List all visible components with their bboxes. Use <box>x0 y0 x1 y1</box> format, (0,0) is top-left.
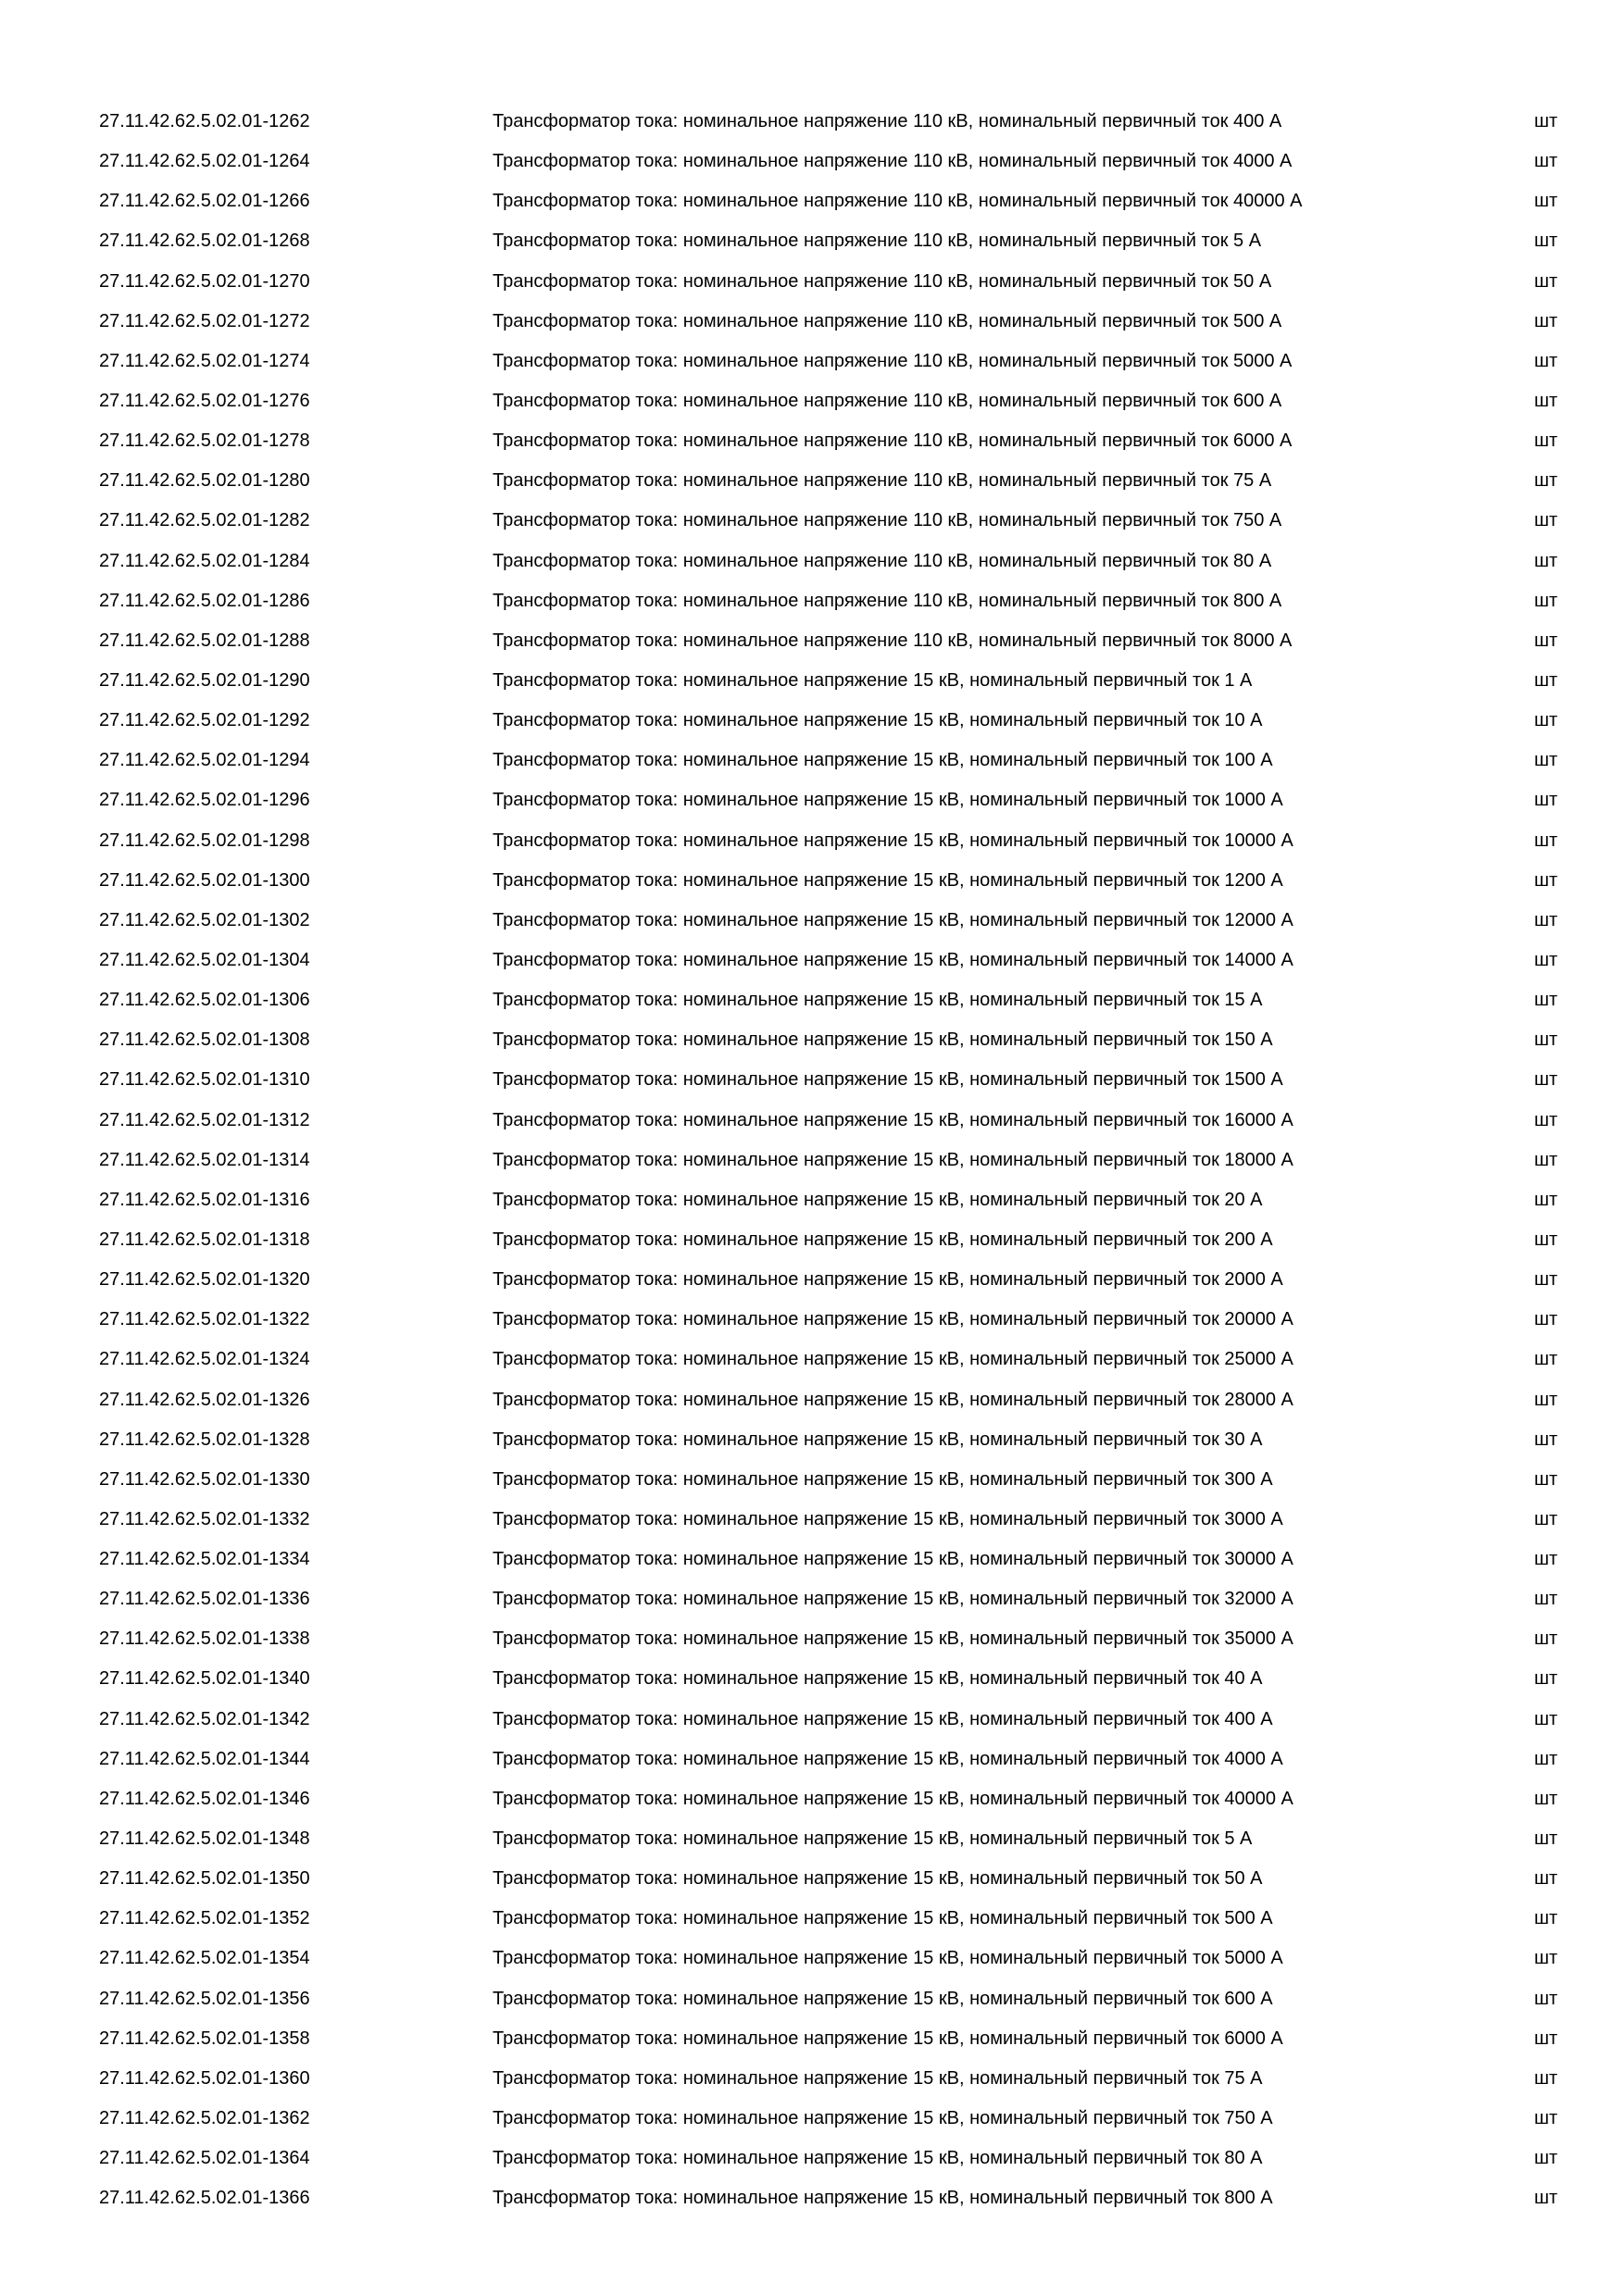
table-row <box>0 2019 1624 2059</box>
table-row <box>0 1859 1624 1899</box>
item-unit: шт <box>1534 909 1558 930</box>
item-description: Трансформатор тока: номинальное напряжение 15 кВ, номинальный первичный ток 6000 А <box>493 2028 1283 2049</box>
item-code: 27.11.42.62.5.02.01-1268 <box>99 231 310 252</box>
item-code: 27.11.42.62.5.02.01-1338 <box>99 1628 310 1650</box>
item-code: 27.11.42.62.5.02.01-1326 <box>99 1389 310 1410</box>
item-description: Трансформатор тока: номинальное напряжение 15 кВ, номинальный первичный ток 50 А <box>493 1868 1263 1890</box>
item-code: 27.11.42.62.5.02.01-1316 <box>99 1189 310 1210</box>
item-code: 27.11.42.62.5.02.01-1276 <box>99 390 310 411</box>
item-unit: шт <box>1534 1229 1558 1250</box>
item-unit: шт <box>1534 1389 1558 1410</box>
item-description: Трансформатор тока: номинальное напряжение 15 кВ, номинальный первичный ток 2000 А <box>493 1269 1283 1291</box>
table-row <box>0 980 1624 1020</box>
item-unit: шт <box>1534 151 1558 172</box>
table-row <box>0 2059 1624 2099</box>
item-description: Трансформатор тока: номинальное напряжение 110 кВ, номинальный первичный ток 50 А <box>493 270 1272 292</box>
item-description: Трансформатор тока: номинальное напряжение 110 кВ, номинальный первичный ток 5000 А <box>493 350 1293 371</box>
item-unit: шт <box>1534 1269 1558 1291</box>
item-description: Трансформатор тока: номинальное напряжение 15 кВ, номинальный первичный ток 3000 А <box>493 1508 1283 1529</box>
table-row <box>0 1340 1624 1379</box>
table-row <box>0 941 1624 980</box>
item-code: 27.11.42.62.5.02.01-1344 <box>99 1748 310 1769</box>
item-description: Трансформатор тока: номинальное напряжение 15 кВ, номинальный первичный ток 1000 А <box>493 790 1283 811</box>
item-unit: шт <box>1534 1828 1558 1850</box>
item-description: Трансформатор тока: номинальное напряжение 110 кВ, номинальный первичный ток 750 А <box>493 510 1282 531</box>
item-code: 27.11.42.62.5.02.01-1354 <box>99 1948 310 1969</box>
item-unit: шт <box>1534 1549 1558 1570</box>
item-unit: шт <box>1534 1589 1558 1610</box>
item-code: 27.11.42.62.5.02.01-1310 <box>99 1069 310 1091</box>
item-unit: шт <box>1534 350 1558 371</box>
item-description: Трансформатор тока: номинальное напряжение 15 кВ, номинальный первичный ток 30 А <box>493 1429 1263 1450</box>
item-description: Трансформатор тока: номинальное напряжение 15 кВ, номинальный первичный ток 32000 А <box>493 1589 1293 1610</box>
item-code: 27.11.42.62.5.02.01-1284 <box>99 550 310 571</box>
item-description: Трансформатор тока: номинальное напряжение 15 кВ, номинальный первичный ток 5000 А <box>493 1948 1283 1969</box>
table-row <box>0 1141 1624 1180</box>
item-unit: шт <box>1534 1069 1558 1091</box>
item-code: 27.11.42.62.5.02.01-1300 <box>99 869 310 891</box>
item-unit: шт <box>1534 1948 1558 1969</box>
item-unit: шт <box>1534 1628 1558 1650</box>
item-unit: шт <box>1534 1109 1558 1130</box>
item-description: Трансформатор тока: номинальное напряжение 15 кВ, номинальный первичный ток 40 А <box>493 1668 1263 1690</box>
item-unit: шт <box>1534 470 1558 492</box>
item-unit: шт <box>1534 990 1558 1011</box>
item-code: 27.11.42.62.5.02.01-1336 <box>99 1589 310 1610</box>
item-code: 27.11.42.62.5.02.01-1334 <box>99 1549 310 1570</box>
table-row <box>0 1740 1624 1779</box>
table-row <box>0 1700 1624 1740</box>
item-unit: шт <box>1534 1908 1558 1929</box>
item-code: 27.11.42.62.5.02.01-1272 <box>99 310 310 331</box>
table-row <box>0 381 1624 421</box>
item-description: Трансформатор тока: номинальное напряжение 15 кВ, номинальный первичный ток 30000 А <box>493 1549 1293 1570</box>
item-code: 27.11.42.62.5.02.01-1290 <box>99 669 310 691</box>
item-code: 27.11.42.62.5.02.01-1324 <box>99 1349 310 1370</box>
item-description: Трансформатор тока: номинальное напряжение 110 кВ, номинальный первичный ток 5 А <box>493 231 1262 252</box>
item-unit: шт <box>1534 191 1558 212</box>
table-row <box>0 142 1624 181</box>
item-code: 27.11.42.62.5.02.01-1358 <box>99 2028 310 2049</box>
table-row <box>0 461 1624 501</box>
item-description: Трансформатор тока: номинальное напряжение 110 кВ, номинальный первичный ток 6000 А <box>493 430 1293 452</box>
item-unit: шт <box>1534 1189 1558 1210</box>
item-unit: шт <box>1534 2108 1558 2129</box>
item-unit: шт <box>1534 750 1558 771</box>
item-description: Трансформатор тока: номинальное напряжение 15 кВ, номинальный первичный ток 18000 А <box>493 1149 1293 1170</box>
item-code: 27.11.42.62.5.02.01-1280 <box>99 470 310 492</box>
item-description: Трансформатор тока: номинальное напряжение 110 кВ, номинальный первичный ток 40000 А <box>493 191 1303 212</box>
table-row <box>0 1220 1624 1260</box>
item-description: Трансформатор тока: номинальное напряжение 15 кВ, номинальный первичный ток 200 А <box>493 1229 1273 1250</box>
table-row <box>0 861 1624 901</box>
item-unit: шт <box>1534 390 1558 411</box>
table-row <box>0 501 1624 541</box>
item-description: Трансформатор тока: номинальное напряжение 110 кВ, номинальный первичный ток 800 А <box>493 590 1282 611</box>
item-code: 27.11.42.62.5.02.01-1366 <box>99 2188 310 2209</box>
table-row <box>0 1180 1624 1220</box>
price-list-table <box>0 102 1624 2218</box>
item-unit: шт <box>1534 550 1558 571</box>
item-description: Трансформатор тока: номинальное напряжение 15 кВ, номинальный первичный ток 1500 А <box>493 1069 1283 1091</box>
item-code: 27.11.42.62.5.02.01-1350 <box>99 1868 310 1890</box>
item-description: Трансформатор тока: номинальное напряжение 15 кВ, номинальный первичный ток 16000 А <box>493 1109 1293 1130</box>
item-code: 27.11.42.62.5.02.01-1286 <box>99 590 310 611</box>
table-row <box>0 2178 1624 2218</box>
item-unit: шт <box>1534 111 1558 131</box>
item-code: 27.11.42.62.5.02.01-1364 <box>99 2148 310 2169</box>
item-unit: шт <box>1534 949 1558 970</box>
table-row <box>0 901 1624 941</box>
item-description: Трансформатор тока: номинальное напряжение 110 кВ, номинальный первичный ток 8000 А <box>493 630 1293 651</box>
table-row <box>0 1020 1624 1060</box>
table-row <box>0 701 1624 741</box>
item-unit: шт <box>1534 1429 1558 1450</box>
table-row <box>0 2139 1624 2178</box>
item-unit: шт <box>1534 430 1558 452</box>
item-description: Трансформатор тока: номинальное напряжение 15 кВ, номинальный первичный ток 750 А <box>493 2108 1273 2129</box>
table-row <box>0 1540 1624 1579</box>
item-description: Трансформатор тока: номинальное напряжение 15 кВ, номинальный первичный ток 28000 А <box>493 1389 1293 1410</box>
item-code: 27.11.42.62.5.02.01-1330 <box>99 1468 310 1490</box>
table-row <box>0 821 1624 861</box>
item-code: 27.11.42.62.5.02.01-1266 <box>99 191 310 212</box>
table-row <box>0 1500 1624 1540</box>
item-code: 27.11.42.62.5.02.01-1360 <box>99 2067 310 2089</box>
item-unit: шт <box>1534 1668 1558 1690</box>
item-description: Трансформатор тока: номинальное напряжение 15 кВ, номинальный первичный ток 100 А <box>493 750 1273 771</box>
item-code: 27.11.42.62.5.02.01-1294 <box>99 750 310 771</box>
item-description: Трансформатор тока: номинальное напряжение 15 кВ, номинальный первичный ток 20000 А <box>493 1309 1293 1330</box>
item-description: Трансформатор тока: номинальное напряжение 15 кВ, номинальный первичный ток 1200 А <box>493 869 1283 891</box>
item-code: 27.11.42.62.5.02.01-1340 <box>99 1668 310 1690</box>
item-code: 27.11.42.62.5.02.01-1314 <box>99 1149 310 1170</box>
table-row <box>0 1060 1624 1100</box>
item-unit: шт <box>1534 2028 1558 2049</box>
item-description: Трансформатор тока: номинальное напряжение 15 кВ, номинальный первичный ток 15 А <box>493 990 1263 1011</box>
item-code: 27.11.42.62.5.02.01-1312 <box>99 1109 310 1130</box>
table-row <box>0 1300 1624 1340</box>
item-description: Трансформатор тока: номинальное напряжение 15 кВ, номинальный первичный ток 75 А <box>493 2067 1263 2089</box>
table-row <box>0 621 1624 661</box>
table-row <box>0 1260 1624 1300</box>
table-row <box>0 1819 1624 1859</box>
item-description: Трансформатор тока: номинальное напряжение 110 кВ, номинальный первичный ток 400 А <box>493 111 1282 131</box>
item-code: 27.11.42.62.5.02.01-1306 <box>99 990 310 1011</box>
item-unit: шт <box>1534 510 1558 531</box>
item-code: 27.11.42.62.5.02.01-1346 <box>99 1788 310 1809</box>
item-unit: шт <box>1534 1708 1558 1729</box>
table-row <box>0 181 1624 221</box>
item-description: Трансформатор тока: номинальное напряжение 110 кВ, номинальный первичный ток 600 А <box>493 390 1282 411</box>
item-unit: шт <box>1534 1748 1558 1769</box>
item-unit: шт <box>1534 1349 1558 1370</box>
item-code: 27.11.42.62.5.02.01-1320 <box>99 1269 310 1291</box>
item-description: Трансформатор тока: номинальное напряжение 15 кВ, номинальный первичный ток 14000 А <box>493 949 1293 970</box>
table-row <box>0 1101 1624 1141</box>
item-description: Трансформатор тока: номинальное напряжение 15 кВ, номинальный первичный ток 80 А <box>493 2148 1263 2169</box>
table-row <box>0 2099 1624 2139</box>
item-description: Трансформатор тока: номинальное напряжение 15 кВ, номинальный первичный ток 35000 А <box>493 1628 1293 1650</box>
table-row <box>0 741 1624 780</box>
item-unit: шт <box>1534 590 1558 611</box>
item-code: 27.11.42.62.5.02.01-1274 <box>99 350 310 371</box>
item-description: Трансформатор тока: номинальное напряжение 15 кВ, номинальный первичный ток 5 А <box>493 1828 1253 1850</box>
item-code: 27.11.42.62.5.02.01-1298 <box>99 830 310 851</box>
table-row <box>0 1659 1624 1699</box>
item-unit: шт <box>1534 869 1558 891</box>
item-code: 27.11.42.62.5.02.01-1270 <box>99 270 310 292</box>
table-row <box>0 1939 1624 1978</box>
item-description: Трансформатор тока: номинальное напряжение 110 кВ, номинальный первичный ток 4000 А <box>493 151 1293 172</box>
item-description: Трансформатор тока: номинальное напряжение 15 кВ, номинальный первичный ток 4000 А <box>493 1748 1283 1769</box>
item-unit: шт <box>1534 2188 1558 2209</box>
item-code: 27.11.42.62.5.02.01-1288 <box>99 630 310 651</box>
item-unit: шт <box>1534 1508 1558 1529</box>
item-unit: шт <box>1534 310 1558 331</box>
item-unit: шт <box>1534 1988 1558 2009</box>
table-row <box>0 1979 1624 2019</box>
table-row <box>0 102 1624 142</box>
table-row <box>0 221 1624 261</box>
item-code: 27.11.42.62.5.02.01-1282 <box>99 510 310 531</box>
item-unit: шт <box>1534 790 1558 811</box>
item-code: 27.11.42.62.5.02.01-1322 <box>99 1309 310 1330</box>
item-description: Трансформатор тока: номинальное напряжение 15 кВ, номинальный первичный ток 600 А <box>493 1988 1273 2009</box>
item-description: Трансформатор тока: номинальное напряжение 15 кВ, номинальный первичный ток 40000 А <box>493 1788 1293 1809</box>
item-code: 27.11.42.62.5.02.01-1352 <box>99 1908 310 1929</box>
item-description: Трансформатор тока: номинальное напряжение 15 кВ, номинальный первичный ток 800 А <box>493 2188 1273 2209</box>
item-unit: шт <box>1534 2067 1558 2089</box>
item-code: 27.11.42.62.5.02.01-1292 <box>99 710 310 731</box>
item-description: Трансформатор тока: номинальное напряжение 15 кВ, номинальный первичный ток 25000 А <box>493 1349 1293 1370</box>
item-code: 27.11.42.62.5.02.01-1362 <box>99 2108 310 2129</box>
item-unit: шт <box>1534 830 1558 851</box>
item-code: 27.11.42.62.5.02.01-1342 <box>99 1708 310 1729</box>
item-unit: шт <box>1534 270 1558 292</box>
table-row <box>0 1579 1624 1619</box>
item-description: Трансформатор тока: номинальное напряжение 15 кВ, номинальный первичный ток 400 А <box>493 1708 1273 1729</box>
table-row <box>0 1899 1624 1939</box>
item-unit: шт <box>1534 1149 1558 1170</box>
item-unit: шт <box>1534 231 1558 252</box>
item-description: Трансформатор тока: номинальное напряжение 15 кВ, номинальный первичный ток 150 А <box>493 1029 1273 1051</box>
item-code: 27.11.42.62.5.02.01-1356 <box>99 1988 310 2009</box>
item-code: 27.11.42.62.5.02.01-1264 <box>99 151 310 172</box>
item-code: 27.11.42.62.5.02.01-1262 <box>99 111 310 131</box>
item-description: Трансформатор тока: номинальное напряжение 15 кВ, номинальный первичный ток 12000 А <box>493 909 1293 930</box>
item-code: 27.11.42.62.5.02.01-1328 <box>99 1429 310 1450</box>
item-description: Трансформатор тока: номинальное напряжение 110 кВ, номинальный первичный ток 500 А <box>493 310 1282 331</box>
item-unit: шт <box>1534 1868 1558 1890</box>
item-description: Трансформатор тока: номинальное напряжение 15 кВ, номинальный первичный ток 500 А <box>493 1908 1273 1929</box>
item-code: 27.11.42.62.5.02.01-1296 <box>99 790 310 811</box>
item-code: 27.11.42.62.5.02.01-1278 <box>99 430 310 452</box>
item-code: 27.11.42.62.5.02.01-1348 <box>99 1828 310 1850</box>
table-row <box>0 1460 1624 1500</box>
table-row <box>0 581 1624 621</box>
item-description: Трансформатор тока: номинальное напряжение 110 кВ, номинальный первичный ток 75 А <box>493 470 1272 492</box>
item-unit: шт <box>1534 1309 1558 1330</box>
item-code: 27.11.42.62.5.02.01-1302 <box>99 909 310 930</box>
table-row <box>0 780 1624 820</box>
item-unit: шт <box>1534 669 1558 691</box>
item-unit: шт <box>1534 1029 1558 1051</box>
item-description: Трансформатор тока: номинальное напряжение 110 кВ, номинальный первичный ток 80 А <box>493 550 1272 571</box>
item-unit: шт <box>1534 1468 1558 1490</box>
table-row <box>0 661 1624 701</box>
table-row <box>0 421 1624 461</box>
table-row <box>0 1619 1624 1659</box>
item-unit: шт <box>1534 630 1558 651</box>
item-description: Трансформатор тока: номинальное напряжение 15 кВ, номинальный первичный ток 300 А <box>493 1468 1273 1490</box>
table-row <box>0 342 1624 381</box>
item-unit: шт <box>1534 2148 1558 2169</box>
item-code: 27.11.42.62.5.02.01-1308 <box>99 1029 310 1051</box>
table-row <box>0 542 1624 581</box>
table-row <box>0 262 1624 302</box>
item-unit: шт <box>1534 1788 1558 1809</box>
item-description: Трансформатор тока: номинальное напряжение 15 кВ, номинальный первичный ток 1 А <box>493 669 1253 691</box>
item-description: Трансформатор тока: номинальное напряжение 15 кВ, номинальный первичный ток 10000 А <box>493 830 1293 851</box>
table-row <box>0 1779 1624 1819</box>
table-row <box>0 1420 1624 1460</box>
item-code: 27.11.42.62.5.02.01-1304 <box>99 949 310 970</box>
table-row <box>0 1380 1624 1420</box>
item-unit: шт <box>1534 710 1558 731</box>
item-code: 27.11.42.62.5.02.01-1332 <box>99 1508 310 1529</box>
item-description: Трансформатор тока: номинальное напряжение 15 кВ, номинальный первичный ток 10 А <box>493 710 1263 731</box>
table-row <box>0 302 1624 342</box>
item-description: Трансформатор тока: номинальное напряжение 15 кВ, номинальный первичный ток 20 А <box>493 1189 1263 1210</box>
item-code: 27.11.42.62.5.02.01-1318 <box>99 1229 310 1250</box>
